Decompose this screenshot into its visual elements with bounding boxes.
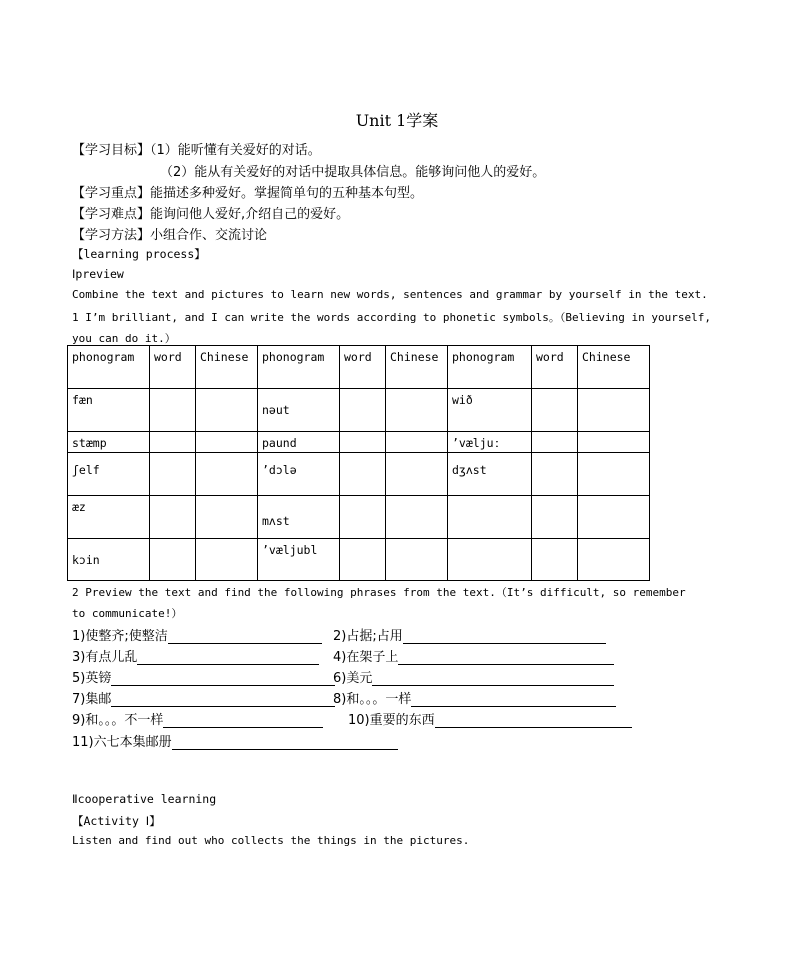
word-cell[interactable] [532,539,578,581]
chinese-cell[interactable] [578,389,650,432]
header-phonogram: phonogram [448,346,532,389]
answer-blank[interactable] [411,693,616,707]
answer-blank[interactable] [163,714,323,728]
word-cell[interactable] [150,496,196,539]
phrase-item [72,646,319,665]
phonogram-cell [448,539,532,581]
word-cell[interactable] [340,496,386,539]
answer-blank[interactable] [111,672,335,686]
word-cell[interactable] [532,389,578,432]
header-word: word [340,346,386,389]
phrase-label: 2)占据;占用 [333,629,403,644]
answer-blank[interactable] [168,630,322,644]
table-row [68,453,650,496]
phrase-label: 11)六七本集邮册 [72,735,172,750]
answer-blank[interactable] [435,714,632,728]
phrase-item [72,667,335,686]
chinese-cell[interactable] [196,496,258,539]
preview-heading: Ⅰpreview [72,267,124,281]
phrase-label: 3)有点儿乱 [72,650,138,665]
answer-blank[interactable] [172,736,398,750]
phrase-item [72,731,398,750]
task2-line-1: 2 Preview the text and find the following phrases from the text.（It’s difficult, so remember [72,586,686,599]
objectives-line-1 [72,139,321,158]
page-title: Unit 1学案 [355,111,439,130]
task1-line-1: 1 I’m brilliant, and I can write the words according to phonetic symbols。（Believing in yourself, [72,311,712,324]
phrase-label: 1)使整齐;使整洁 [72,629,168,644]
table-row [68,496,650,539]
header-word: word [150,346,196,389]
chinese-cell[interactable] [578,539,650,581]
key-points-label: 【学习重点】 [72,186,151,201]
phonogram-cell: dʒʌst [448,453,532,496]
difficulties-line [72,203,349,222]
phrase-label: 7)集邮 [72,692,112,707]
phrase-label: 8)和。。。一样 [333,692,412,707]
cooperative-heading: Ⅱcooperative learning [72,792,217,806]
answer-blank[interactable] [137,651,319,665]
chinese-cell[interactable] [386,389,448,432]
methods-line [72,224,267,243]
phrase-label: 4)在架子上 [333,650,399,665]
chinese-cell[interactable] [196,539,258,581]
phonogram-cell: ’væljuː [448,432,532,453]
header-phonogram: phonogram [68,346,150,389]
phrase-label: 5)英镑 [72,671,112,686]
phonogram-cell: ’dɔlə [258,453,340,496]
phonogram-cell: kɔin [68,539,150,581]
word-cell[interactable] [532,453,578,496]
phonogram-cell: paund [258,432,340,453]
word-cell[interactable] [150,432,196,453]
chinese-cell[interactable] [196,389,258,432]
chinese-cell[interactable] [196,453,258,496]
objectives-item-2: （2）能从有关爱好的对话中提取具体信息。能够询问他人的爱好。 [160,165,546,180]
table-row [68,432,650,453]
header-chinese: Chinese [578,346,650,389]
header-phonogram: phonogram [258,346,340,389]
chinese-cell[interactable] [386,453,448,496]
chinese-cell[interactable] [196,432,258,453]
phrase-item [72,625,322,644]
objectives-label: 【学习目标】 [72,143,151,158]
table-row [68,539,650,581]
phonogram-cell: wið [448,389,532,432]
key-points-line [72,182,423,201]
word-cell[interactable] [150,539,196,581]
difficulties-label: 【学习难点】 [72,207,151,222]
answer-blank[interactable] [372,672,614,686]
phonogram-cell: æz [68,496,150,539]
phrase-label: 10)重要的东西 [348,713,435,728]
answer-blank[interactable] [403,630,606,644]
phrase-item [333,646,614,665]
table-row [68,389,650,432]
phrase-label: 9)和。。。不一样 [72,713,164,728]
phrase-item [333,625,606,644]
phrase-item [333,667,614,686]
objectives-item-1: （1）能听懂有关爱好的对话。 [150,143,321,158]
phonogram-cell: ʃelf [68,453,150,496]
header-chinese: Chinese [386,346,448,389]
preview-intro: Combine the text and pictures to learn new words, sentences and grammar by yourself in the text. [72,288,708,301]
task2-line-2: to communicate!） [72,607,183,620]
activity-text: Listen and find out who collects the things in the pictures. [72,834,470,847]
phrase-item [72,709,323,728]
header-word: word [532,346,578,389]
word-cell[interactable] [532,496,578,539]
activity-label: 【Activity Ⅰ】 [72,814,161,828]
word-cell[interactable] [340,389,386,432]
difficulties-text: 能询问他人爱好,介绍自己的爱好。 [150,207,350,222]
chinese-cell[interactable] [386,432,448,453]
methods-label: 【学习方法】 [72,228,151,243]
phonogram-cell: stæmp [68,432,150,453]
task1-line-2: you can do it.） [72,332,176,345]
phrase-item [72,688,335,707]
phonogram-cell: nəut [258,389,340,432]
word-cell[interactable] [532,432,578,453]
header-chinese: Chinese [196,346,258,389]
phonogram-cell: fæn [68,389,150,432]
chinese-cell[interactable] [386,539,448,581]
methods-text: 小组合作、交流讨论 [150,228,268,243]
answer-blank[interactable] [111,693,335,707]
answer-blank[interactable] [398,651,614,665]
word-cell[interactable] [150,453,196,496]
chinese-cell[interactable] [386,496,448,539]
chinese-cell[interactable] [578,432,650,453]
word-cell[interactable] [340,432,386,453]
phrase-item [348,709,632,728]
phonogram-cell: mʌst [258,496,340,539]
key-points-text: 能描述多种爱好。掌握简单句的五种基本句型。 [150,186,424,201]
vocab-table [67,345,650,581]
word-cell[interactable] [150,389,196,432]
process-heading: 【learning process】 [72,247,206,261]
table-header-row [68,346,650,389]
phrase-item [333,688,616,707]
chinese-cell[interactable] [578,453,650,496]
phrase-label: 6)美元 [333,671,373,686]
word-cell[interactable] [340,453,386,496]
word-cell[interactable] [340,539,386,581]
chinese-cell[interactable] [578,496,650,539]
phonogram-cell: ’væljubl [258,539,340,581]
phonogram-cell [448,496,532,539]
